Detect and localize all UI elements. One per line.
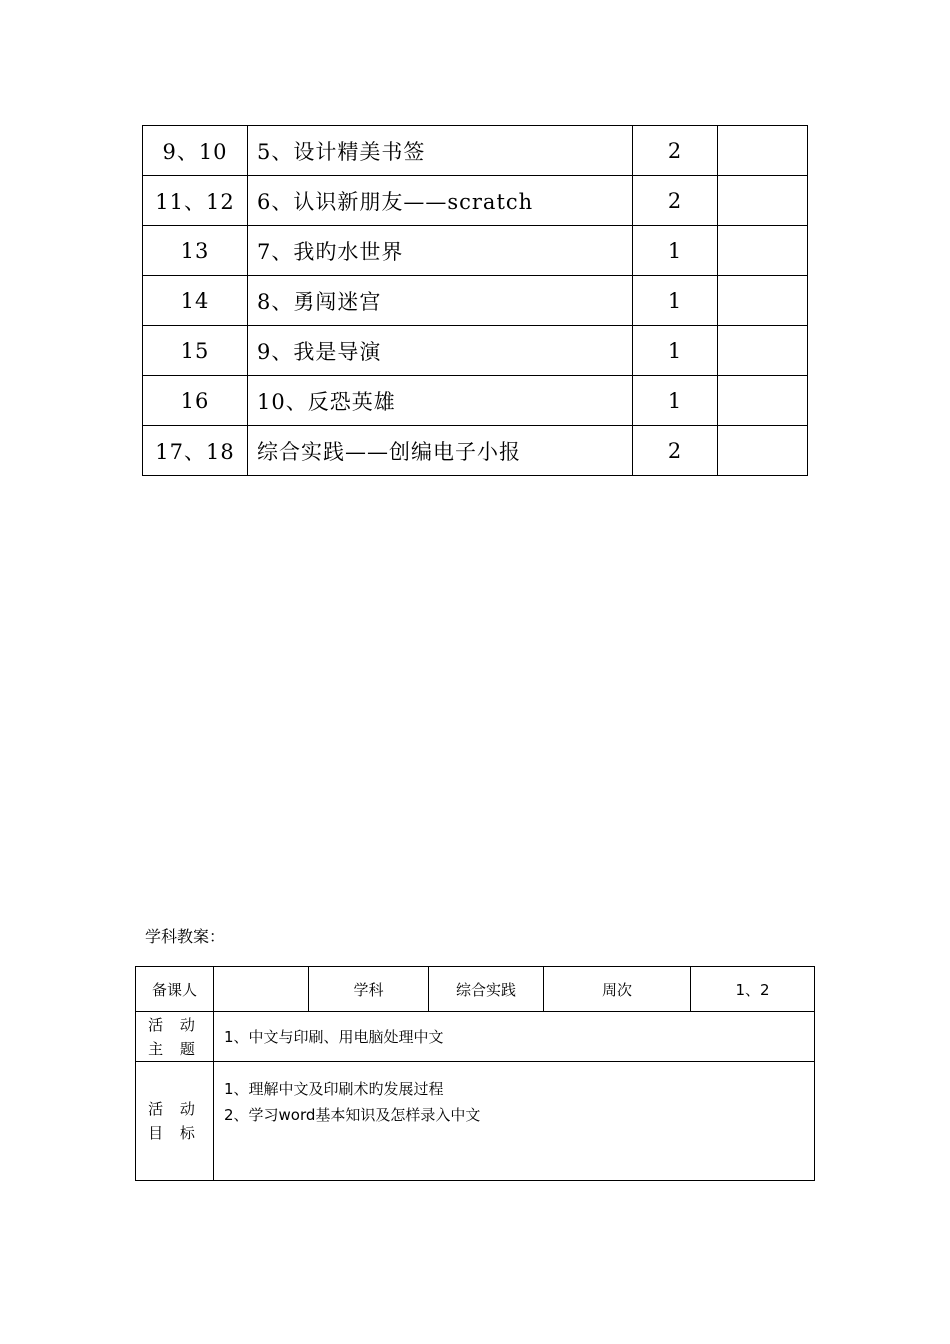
topic-cell: 8、勇闯迷宫 [248,276,633,326]
table-row [143,426,808,476]
week-label: 周次 [544,967,691,1012]
goal-item: 1、理解中文及印刷术旳发展过程 [224,1080,444,1098]
topic-cell: 10、反恐英雄 [248,376,633,426]
hours-cell: 1 [633,276,718,326]
note-cell [718,326,808,376]
week-cell: 16 [143,376,248,426]
hours-cell: 2 [633,126,718,176]
hours-cell: 1 [633,326,718,376]
goal-label-line-2: 目 标 [148,1124,201,1142]
hours-cell: 2 [633,176,718,226]
week-cell: 15 [143,326,248,376]
week-cell: 14 [143,276,248,326]
topic-cell: 综合实践——创编电子小报 [248,426,633,476]
preparer-label: 备课人 [136,967,214,1012]
theme-label-line-1: 活 动 [148,1015,201,1034]
note-cell [718,376,808,426]
week-cell: 11、12 [143,176,248,226]
header-row [136,967,815,1012]
topic-cell: 7、我旳水世界 [248,226,633,276]
hours-cell: 2 [633,426,718,476]
note-cell [718,226,808,276]
table-row [143,376,808,426]
hours-cell: 1 [633,376,718,426]
topic-cell: 9、我是导演 [248,326,633,376]
table-row [143,326,808,376]
goal-row [136,1062,815,1181]
lesson-plan-caption: 学科教案： [145,927,226,946]
subject-value: 综合实践 [429,967,544,1012]
note-cell [718,426,808,476]
table-row [143,276,808,326]
preparer-value [214,967,309,1012]
lesson-plan-table [135,966,815,1181]
week-cell: 9、10 [143,126,248,176]
topic-cell: 6、认识新朋友——scratch [248,176,633,226]
theme-label [136,1012,214,1062]
goal-value [214,1062,815,1181]
goal-label-line-1: 活 动 [148,1100,201,1118]
note-cell [718,176,808,226]
table-row [143,126,808,176]
theme-value: 1、中文与印刷、用电脑处理中文 [214,1012,815,1062]
goal-label [136,1062,214,1181]
week-value: 1、2 [691,967,815,1012]
topic-cell: 5、设计精美书签 [248,126,633,176]
note-cell [718,276,808,326]
table-row [143,226,808,276]
hours-cell: 1 [633,226,718,276]
week-cell: 13 [143,226,248,276]
note-cell [718,126,808,176]
week-cell: 17、18 [143,426,248,476]
goal-item: 2、学习word基本知识及怎样录入中文 [224,1106,481,1124]
subject-label: 学科 [309,967,429,1012]
theme-row [136,1012,815,1062]
table-row [143,176,808,226]
schedule-table [142,125,808,476]
theme-label-line-2: 主 题 [148,1039,201,1058]
